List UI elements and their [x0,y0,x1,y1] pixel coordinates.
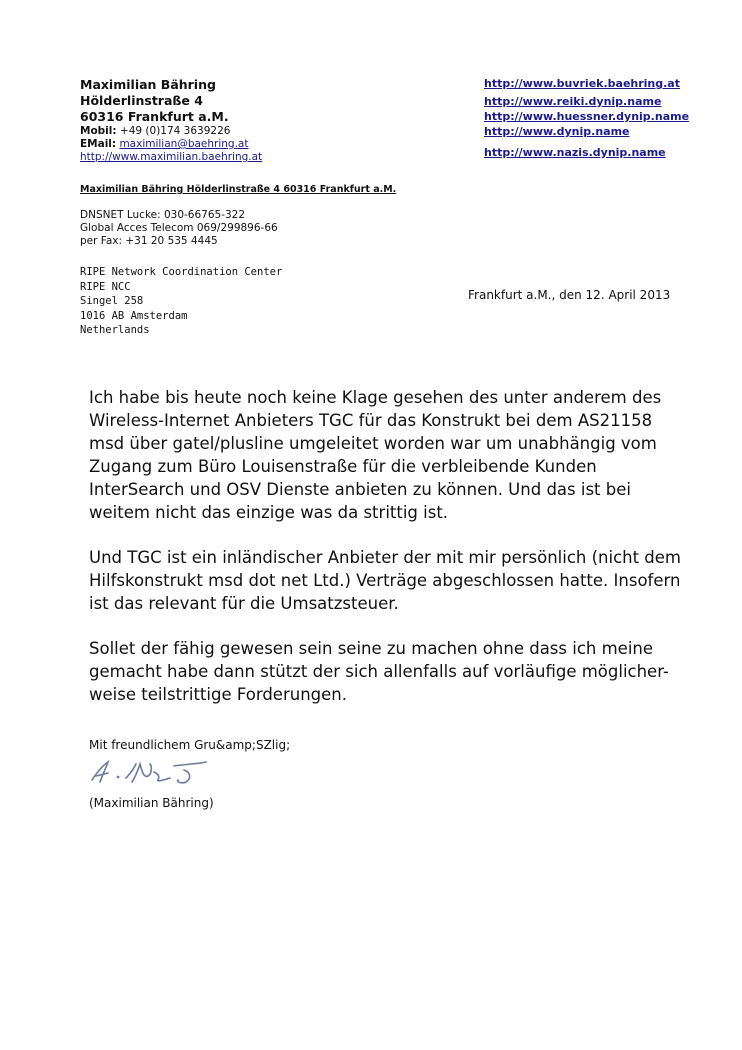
body-paragraph: Sollet der fähig gewesen sein seine zu machen ohne dass ich meine gemacht habe dann stützt der sich allenfalls auf vorläufige möglicher-weise teilstrittige Forderungen. [89,639,669,704]
fax-recipient-block [80,209,278,248]
mobile-number: +49 (0)174 3639226 [119,125,231,137]
sender-website [80,151,262,164]
return-address-line: Maximilian Bähring Hölderlinstraße 4 60316 Frankfurt a.M. [80,184,397,195]
letter-body [89,386,689,728]
date-line: Frankfurt a.M., den 12. April 2013 [468,288,671,302]
recipient-line: RIPE Network Coordination Center [80,266,283,278]
recipient-line: 1016 AB Amsterdam [80,309,188,322]
mobile-label: Mobil: [80,125,117,137]
weblink-nazis[interactable]: http://www.nazis.dynip.name [484,146,666,159]
sender-name: Maximilian Bähring [80,77,216,92]
fax-recipient: Global Acces Telecom 069/299896-66 [80,222,278,234]
email-label: EMail: [80,138,117,150]
sender-email [80,138,262,151]
weblink-reiki[interactable]: http://www.reiki.dynip.name [484,95,662,108]
weblink-huessner[interactable]: http://www.huessner.dynip.name [484,110,690,123]
sender-street: Hölderlinstraße 4 [80,93,203,108]
email-link[interactable]: maximilian@baehring.at [119,138,249,150]
website-link[interactable]: http://www.maximilian.baehring.at [80,151,263,163]
fax-recipient: DNSNET Lucke: 030-66765-322 [80,209,246,221]
signature-image [86,752,216,794]
weblink-buvriek[interactable]: http://www.buvriek.baehring.at [484,77,680,90]
sender-address [80,77,262,164]
recipient-line: RIPE NCC [80,280,131,293]
signature-name: (Maximilian Bähring) [89,796,214,810]
sender-city: 60316 Frankfurt a.M. [80,109,229,124]
body-paragraph: Und TGC ist ein inländischer Anbieter der mit mir persönlich (nicht dem Hilfskonstrukt msd dot net Ltd.) Verträge abgeschlossen hatte. Insofern ist das relevant für die Umsatzsteuer. [89,548,682,613]
recipient-line: Netherlands [80,324,150,336]
body-paragraph: Ich habe bis heute noch keine Klage gesehen des unter anderem des Wireless-Internet Anbieters TGC für das Konstrukt bei dem AS21158 msd über gatel/plusline umgeleitet worden war um unabhängig vom Zugang zum Büro Louisenstraße für die verbleibende Kunden InterSearch und OSV Dienste anbieten zu können. Und das ist bei weitem nicht das einzige was da strittig ist. [89,388,662,522]
closing-salutation: Mit freundlichem Gru&amp;SZlig; [89,738,291,752]
weblink-dynip[interactable]: http://www.dynip.name [484,125,630,138]
recipient-line: Singel 258 [80,295,144,307]
recipient-address [80,265,282,338]
fax-recipient: per Fax: +31 20 535 4445 [80,235,218,247]
sender-mobile [80,125,262,138]
